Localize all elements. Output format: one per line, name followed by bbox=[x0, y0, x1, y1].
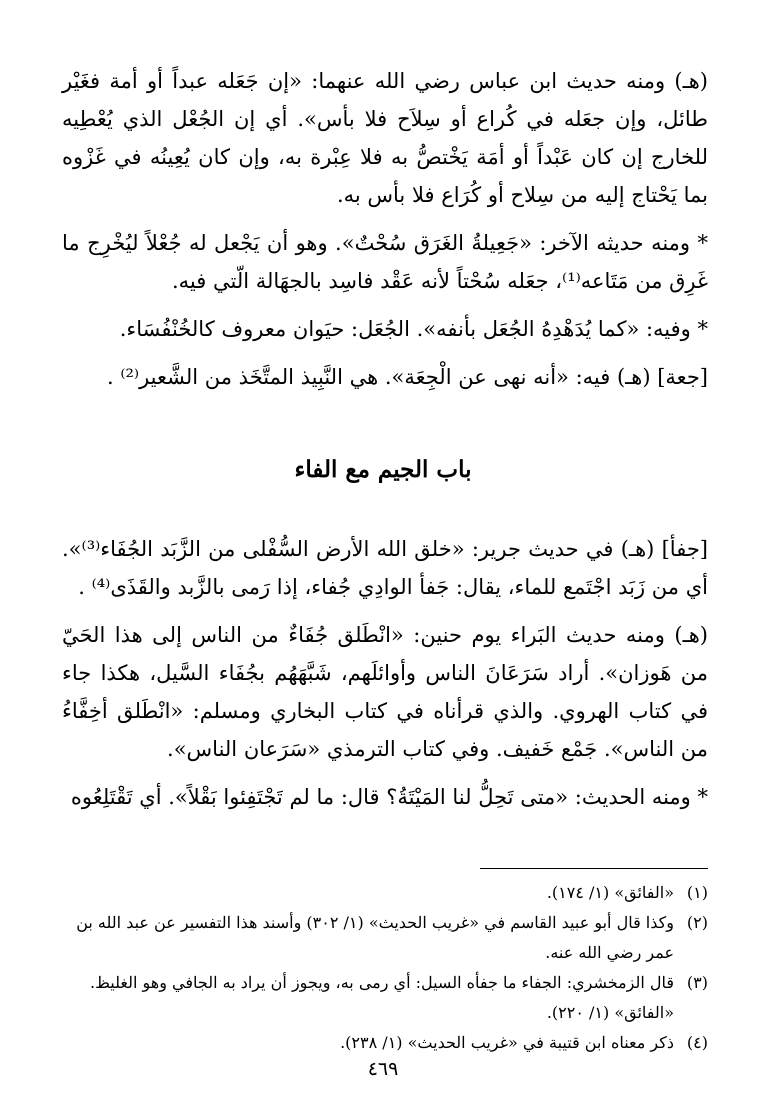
paragraph-jia-entry: [جعة] (هـ) فيه: «أنه نهى عن الْجِعَة». هي النَّبِيذ المتَّخَذ من الشَّعير⁽²⁾ . bbox=[106, 365, 708, 389]
footnote-3 bbox=[62, 968, 708, 1028]
paragraph-jaila-hadith: * ومنه حديثه الآخر: «جَعِيلةُ الغَرَق سُحْتٌ». وهو أن يَجْعل له جُعْلاً ليُخْرِج ما غَرِق من مَتَاعه⁽¹⁾، جعَله سُحْتاً لأنه عَقْد فاسِد بالجهَالة الّتي فيه. bbox=[62, 231, 708, 293]
paragraph-mayta-hadith: * ومنه الحديث: «متى تَحِلُّ لنا المَيْتَةُ؟ قال: ما لم تَجْتَفِئوا بَقْلاً». أي تَقْتَلِعُوه bbox=[70, 785, 708, 809]
footnote-1 bbox=[62, 878, 708, 908]
paragraph-jafa-entry: [جفأ] (هـ) في حديث جرير: «خلق الله الأرض السُّفْلى من الزَّبَد الجُفَاء⁽³⁾». أي من زَبَد اجْتَمع للماء، يقال: جَفأ الوادِي جُفاء، إذا رَمى بالزَّبد والقَذَى⁽⁴⁾ . bbox=[62, 537, 708, 599]
paragraph-ibn-abbas-hadith: (هـ) ومنه حديث ابن عباس رضي الله عنهما: «إن جَعَله عبداً أو أمة فغَيْر طائل، وإن جعَله في كُراع أو سِلاَح فلا بأس». أي إن الجُعْل الذي يُعْطِيه للخارج إن كان عَبْداً أو أمَة يَخْتصُّ به فلا عِبْرة به، وإن كان يُعِينُه في غَزْوه بما يَحْتاج إليه من سِلاح أو كُرَاع فلا بأس به. bbox=[62, 69, 708, 207]
footnote-divider bbox=[480, 868, 708, 869]
bottom-text-block bbox=[62, 530, 708, 816]
footnote-4 bbox=[62, 1028, 708, 1058]
footnote-2 bbox=[62, 908, 708, 968]
footnote-number: (٣) bbox=[686, 973, 708, 992]
page-number: ٤٦٩ bbox=[367, 1058, 399, 1080]
footnote-text: «الفائق» (١/ ١٧٤). bbox=[546, 883, 674, 902]
chapter-heading: باب الجيم مع الفاء bbox=[294, 456, 472, 483]
footnote-number: (٤) bbox=[686, 1033, 708, 1052]
footnote-number: (٢) bbox=[686, 913, 708, 932]
paragraph-juʿal-entry: * وفيه: «كما يُدَهْدِهُ الجُعَل بأنفه». الجُعَل: حيَوان معروف كالخُنْفُسَاء. bbox=[119, 317, 708, 341]
footnote-text: ذكر معناه ابن قتيبة في «غريب الحديث» (١/ ٢٣٨). bbox=[340, 1033, 674, 1052]
footnote-text: وكذا قال أبو عبيد القاسم في «غريب الحديث» (١/ ٣٠٢) وأسند هذا التفسير عن عبد الله بن عمر رضي الله عنه. bbox=[76, 913, 674, 962]
paragraph-bara-hadith: (هـ) ومنه حديث البَراء يوم حنين: «انْطَلق جُفَاءٌ من الناس إلى هذا الحَيّ من هَوزان». أراد سَرَعَانَ الناس وأوائلَهم، شَبَّهَهُم بجُفَاء السَّيل، هكذا جاء في كتاب الهروي. والذي قرأناه في كتاب البخاري ومسلم: «انْطَلق أخِفَّاءُ من الناس». جَمْع خَفيف. وفي كتاب الترمذي «سَرَعان الناس». bbox=[62, 623, 708, 761]
footnote-text: قال الزمخشري: الجفاء ما جفأه السيل: أي رمى به، ويجوز أن يراد به الجافي وهو الغليظ. «الفائق» (١/ ٢٢٠). bbox=[89, 973, 674, 1022]
footnotes bbox=[62, 878, 708, 1058]
footnote-number: (١) bbox=[686, 883, 708, 902]
top-text-block bbox=[62, 62, 708, 396]
